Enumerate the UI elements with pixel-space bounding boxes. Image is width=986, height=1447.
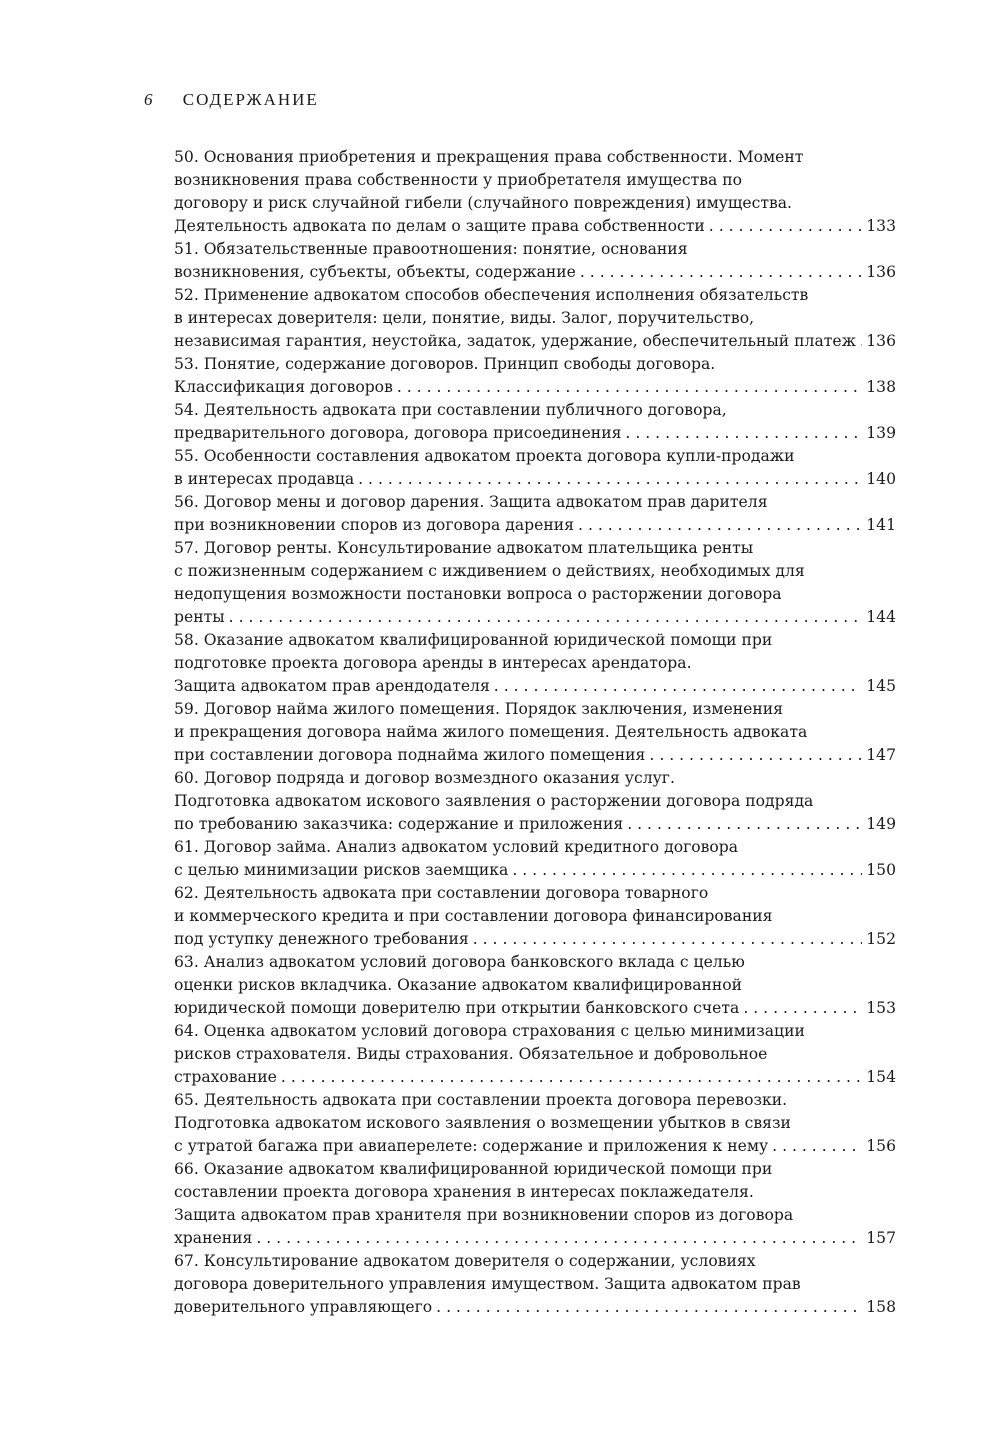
toc-entry-line: 59. Договор найма жилого помещения. Порядок заключения, изменения bbox=[174, 700, 784, 718]
toc-page-number: 149 bbox=[866, 815, 896, 833]
toc-entry-last-line bbox=[174, 422, 896, 445]
toc-entry[interactable] bbox=[174, 284, 896, 353]
page-number: 6 bbox=[144, 90, 153, 109]
toc-entry-line: Защита адвокатом прав хранителя при возникновении споров из договора bbox=[174, 1206, 794, 1224]
toc-entry-line: и прекращения договора найма жилого помещения. Деятельность адвоката bbox=[174, 723, 808, 741]
toc-entry-line: 64. Оценка адвокатом условий договора страхования с целью минимизации bbox=[174, 1022, 805, 1040]
toc-entry[interactable] bbox=[174, 836, 896, 882]
toc-entry-line: и коммерческого кредита и при составлении договора финансирования bbox=[174, 907, 773, 925]
toc-entry-line: 61. Договор займа. Анализ адвокатом условий кредитного договора bbox=[174, 838, 739, 856]
toc-entry-last-line bbox=[174, 928, 896, 951]
dot-leader bbox=[229, 606, 863, 629]
toc-page-number: 158 bbox=[866, 1298, 896, 1316]
toc-page-number: 133 bbox=[866, 217, 896, 235]
toc-entry-line: оценки рисков вкладчика. Оказание адвокатом квалифицированной bbox=[174, 976, 743, 994]
dot-leader bbox=[256, 1227, 862, 1250]
toc-entry-line: недопущения возможности постановки вопроса о расторжении договора bbox=[174, 585, 782, 603]
toc-entry-line: с пожизненным содержанием с иждивением о действиях, необходимых для bbox=[174, 562, 805, 580]
toc-entry-line: 56. Договор мены и договор дарения. Защита адвокатом прав дарителя bbox=[174, 493, 768, 511]
toc-entry-line: 55. Особенности составления адвокатом проекта договора купли-продажи bbox=[174, 447, 795, 465]
toc-entry-last-line bbox=[174, 215, 896, 238]
toc-entry-line: договора доверительного управления имуществом. Защита адвокатом прав bbox=[174, 1275, 801, 1293]
toc-entry[interactable] bbox=[174, 1158, 896, 1250]
toc-entry-line: договору и риск случайной гибели (случайного повреждения) имущества. bbox=[174, 194, 792, 212]
toc-page-number: 139 bbox=[866, 424, 896, 442]
dot-leader bbox=[281, 1066, 862, 1089]
toc-entry[interactable] bbox=[174, 399, 896, 445]
toc-entry[interactable] bbox=[174, 491, 896, 537]
toc-entry[interactable] bbox=[174, 951, 896, 1020]
toc-entry-line: 66. Оказание адвокатом квалифицированной юридической помощи при bbox=[174, 1160, 773, 1178]
toc-page-number: 152 bbox=[866, 930, 896, 948]
toc-page-number: 140 bbox=[866, 470, 896, 488]
toc-page-number: 145 bbox=[866, 677, 896, 695]
toc-entry-line: 62. Деятельность адвоката при составлении договора товарного bbox=[174, 884, 709, 902]
dot-leader bbox=[436, 1296, 862, 1319]
toc-entry-text: страхование bbox=[174, 1068, 277, 1086]
toc-entry-last-line bbox=[174, 261, 896, 284]
dot-leader bbox=[625, 422, 862, 445]
toc-entry-line: 63. Анализ адвокатом условий договора банковского вклада с целью bbox=[174, 953, 745, 971]
toc-entry-text: ренты bbox=[174, 608, 225, 626]
toc-entry-last-line bbox=[174, 1296, 896, 1319]
dot-leader bbox=[627, 813, 862, 836]
dot-leader bbox=[358, 468, 862, 491]
toc-entry-text: с утратой багажа при авиаперелете: содержание и приложения к нему bbox=[174, 1137, 769, 1155]
toc-entry-line: 58. Оказание адвокатом квалифицированной юридической помощи при bbox=[174, 631, 773, 649]
toc-entry-last-line bbox=[174, 376, 896, 399]
toc-entry[interactable] bbox=[174, 1020, 896, 1089]
toc-page-number: 156 bbox=[866, 1137, 896, 1155]
toc-entry-line: рисков страхователя. Виды страхования. Обязательное и добровольное bbox=[174, 1045, 768, 1063]
toc-entry-line: 52. Применение адвокатом способов обеспечения исполнения обязательств bbox=[174, 286, 809, 304]
toc-page-number: 136 bbox=[866, 332, 896, 350]
toc-entry-text: в интересах продавца bbox=[174, 470, 355, 488]
toc-entry-text: предварительного договора, договора присоединения bbox=[174, 424, 622, 442]
dot-leader bbox=[578, 514, 862, 537]
toc-page-number: 138 bbox=[866, 378, 896, 396]
toc-entry-text: при составлении договора поднайма жилого помещения bbox=[174, 746, 646, 764]
toc-entry-last-line bbox=[174, 997, 896, 1020]
toc-entry[interactable] bbox=[174, 238, 896, 284]
toc-entry[interactable] bbox=[174, 1089, 896, 1158]
toc-entry-text: под уступку денежного требования bbox=[174, 930, 469, 948]
toc-entry-last-line bbox=[174, 859, 896, 882]
toc-entry-last-line bbox=[174, 606, 896, 629]
toc-entry-text: Деятельность адвоката по делам о защите права собственности bbox=[174, 217, 705, 235]
toc-page-number: 154 bbox=[866, 1068, 896, 1086]
dot-leader bbox=[743, 997, 862, 1020]
toc-entry[interactable] bbox=[174, 146, 896, 238]
toc-entry-line: 57. Договор ренты. Консультирование адвокатом плательщика ренты bbox=[174, 539, 754, 557]
dot-leader bbox=[473, 928, 863, 951]
toc-entry-text: возникновения, субъекты, объекты, содержание bbox=[174, 263, 576, 281]
toc-page-number: 150 bbox=[866, 861, 896, 879]
toc-entry-line: 67. Консультирование адвокатом доверителя о содержании, условиях bbox=[174, 1252, 756, 1270]
table-of-contents bbox=[174, 146, 896, 1319]
dot-leader bbox=[649, 744, 862, 767]
toc-entry[interactable] bbox=[174, 629, 896, 698]
dot-leader bbox=[397, 376, 862, 399]
dot-leader bbox=[580, 261, 862, 284]
toc-entry-line: Подготовка адвокатом искового заявления о возмещении убытков в связи bbox=[174, 1114, 791, 1132]
page-header bbox=[144, 90, 319, 110]
toc-page-number: 136 bbox=[866, 263, 896, 281]
toc-entry-last-line bbox=[174, 468, 896, 491]
toc-page-number: 147 bbox=[866, 746, 896, 764]
toc-entry-line: подготовке проекта договора аренды в интересах арендатора. bbox=[174, 654, 692, 672]
toc-entry-text: юридической помощи доверителю при открытии банковского счета bbox=[174, 999, 740, 1017]
toc-entry-line: Подготовка адвокатом искового заявления о расторжении договора подряда bbox=[174, 792, 814, 810]
toc-entry-line: 65. Деятельность адвоката при составлении проекта договора перевозки. bbox=[174, 1091, 788, 1109]
toc-entry[interactable] bbox=[174, 537, 896, 629]
toc-page-number: 144 bbox=[866, 608, 896, 626]
toc-entry-text: Защита адвокатом прав арендодателя bbox=[174, 677, 490, 695]
toc-entry-line: 60. Договор подряда и договор возмездного оказания услуг. bbox=[174, 769, 675, 787]
dot-leader bbox=[709, 215, 862, 238]
page-title: СОДЕРЖАНИЕ bbox=[182, 90, 319, 109]
toc-entry-text: по требованию заказчика: содержание и приложения bbox=[174, 815, 624, 833]
toc-page-number: 157 bbox=[866, 1229, 896, 1247]
toc-entry-text: доверительного управляющего bbox=[174, 1298, 433, 1316]
toc-entry-text: хранения bbox=[174, 1229, 253, 1247]
toc-entry[interactable] bbox=[174, 353, 896, 399]
toc-entry-line: составлении проекта договора хранения в интересах поклажедателя. bbox=[174, 1183, 754, 1201]
toc-entry-line: 50. Основания приобретения и прекращения права собственности. Момент bbox=[174, 148, 804, 166]
toc-entry-text: с целью минимизации рисков заемщика bbox=[174, 861, 509, 879]
toc-entry[interactable] bbox=[174, 445, 896, 491]
toc-page-number: 141 bbox=[866, 516, 896, 534]
toc-entry-last-line bbox=[174, 675, 896, 698]
toc-entry-line: в интересах доверителя: цели, понятие, виды. Залог, поручительство, bbox=[174, 309, 755, 327]
toc-entry-text: при возникновении споров из договора дарения bbox=[174, 516, 575, 534]
dot-leader bbox=[860, 330, 862, 353]
toc-entry-last-line bbox=[174, 514, 896, 537]
toc-entry-line: 54. Деятельность адвоката при составлении публичного договора, bbox=[174, 401, 727, 419]
toc-entry-line: 53. Понятие, содержание договоров. Принцип свободы договора. bbox=[174, 355, 716, 373]
toc-entry[interactable] bbox=[174, 882, 896, 951]
dot-leader bbox=[772, 1135, 862, 1158]
toc-entry-text: Классификация договоров bbox=[174, 378, 393, 396]
toc-entry-last-line bbox=[174, 330, 896, 353]
toc-entry-line: возникновения права собственности у приобретателя имущества по bbox=[174, 171, 743, 189]
toc-entry-last-line bbox=[174, 1135, 896, 1158]
toc-entry-last-line bbox=[174, 813, 896, 836]
toc-entry-line: 51. Обязательственные правоотношения: понятие, основания bbox=[174, 240, 688, 258]
toc-entry-last-line bbox=[174, 744, 896, 767]
dot-leader bbox=[512, 859, 862, 882]
toc-entry[interactable] bbox=[174, 698, 896, 767]
toc-entry[interactable] bbox=[174, 1250, 896, 1319]
toc-entry-last-line bbox=[174, 1227, 896, 1250]
dot-leader bbox=[494, 675, 862, 698]
toc-page-number: 153 bbox=[866, 999, 896, 1017]
toc-entry-last-line bbox=[174, 1066, 896, 1089]
toc-entry[interactable] bbox=[174, 767, 896, 836]
toc-entry-text: независимая гарантия, неустойка, задаток, удержание, обеспечительный платеж bbox=[174, 332, 856, 350]
